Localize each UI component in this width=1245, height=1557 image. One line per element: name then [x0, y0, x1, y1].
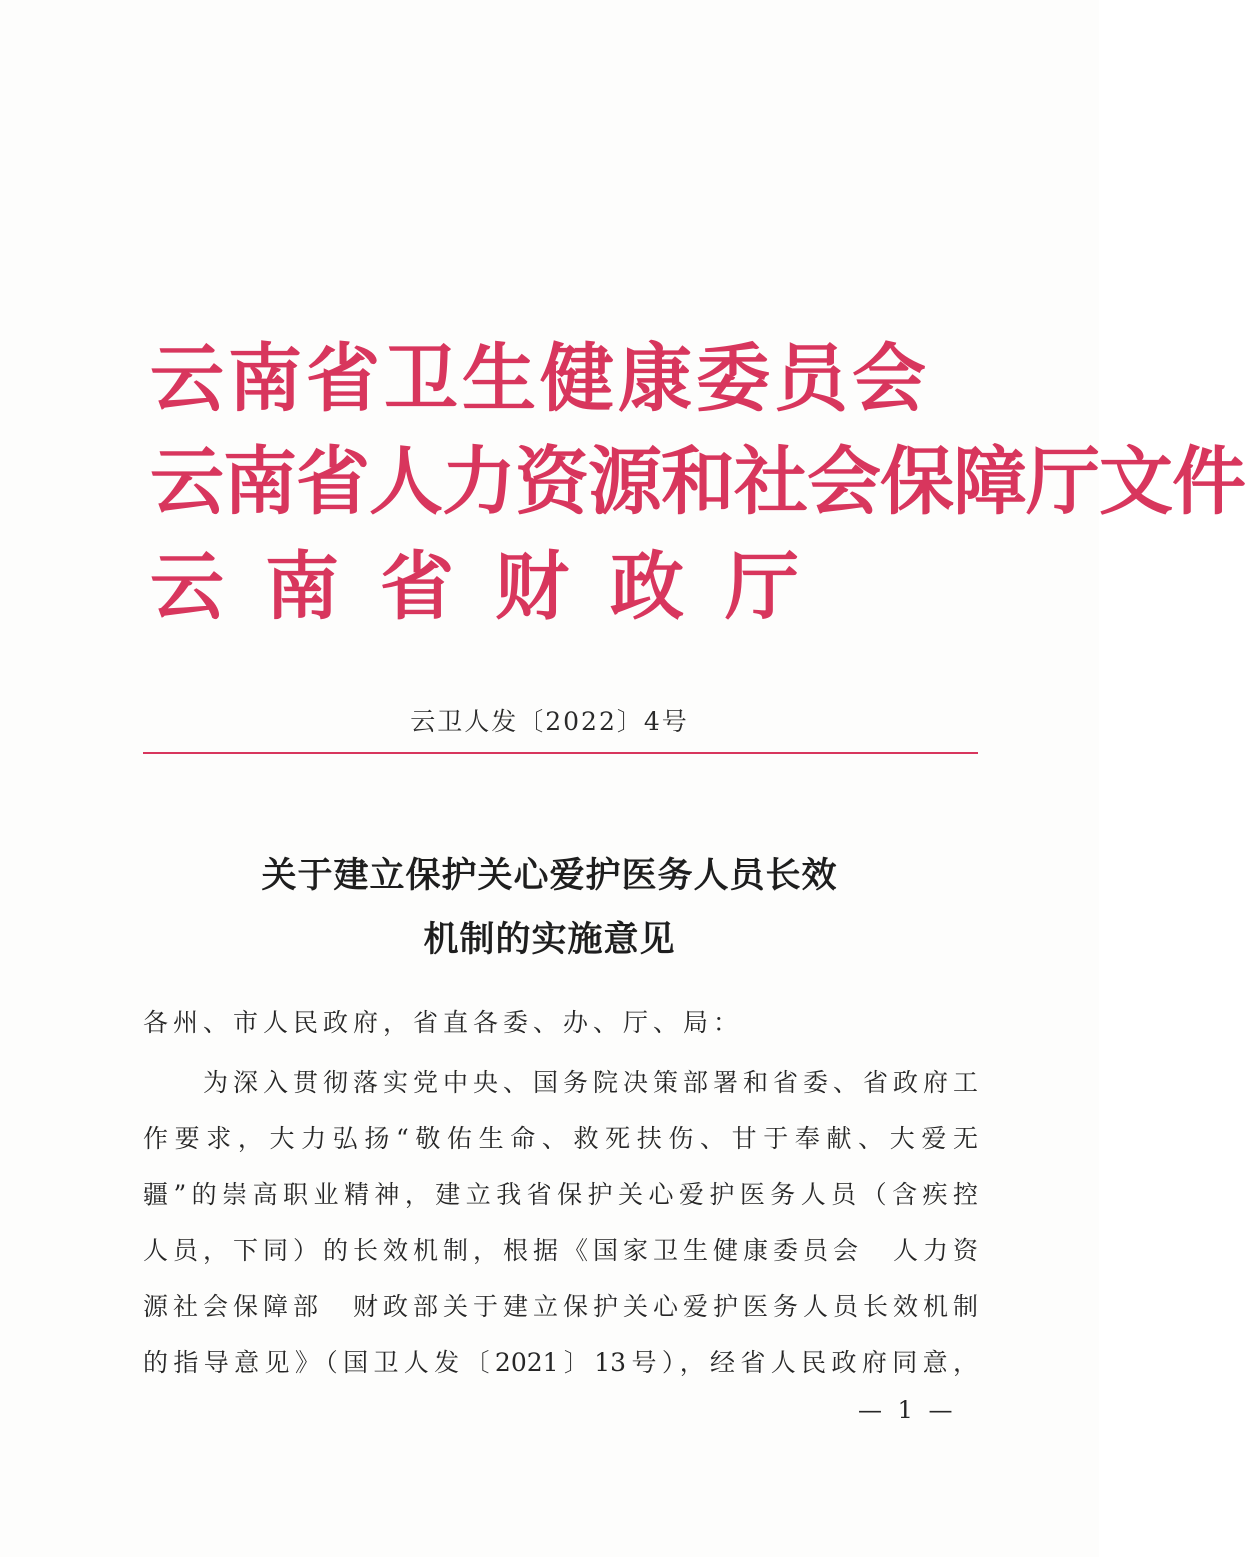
body-paragraph-line: 源社会保障部 财政部关于建立保护关心爱护医务人员长效机制: [143, 1292, 978, 1321]
document-title-line-1: 关于建立保护关心爱护医务人员长效: [261, 855, 838, 896]
issuer-finance-department: 云南省财政厅: [150, 544, 840, 630]
issuer-health-commission: 云南省卫生健康委员会: [150, 336, 930, 422]
body-paragraph-line: 的指导意见》（国卫人发〔2021〕13号），经省人民政府同意，: [143, 1348, 978, 1377]
page-number: — 1 —: [858, 1396, 957, 1424]
body-paragraph-line: 疆”的崇高职业精神，建立我省保护关心爱护医务人员（含疾控: [143, 1180, 978, 1209]
body-paragraph-line: 为深入贯彻落实党中央、国务院决策部署和省委、省政府工: [203, 1068, 978, 1097]
issuer-hrss-department-file: 云南省人力资源和社会保障厅文件: [150, 439, 1245, 525]
body-paragraph-line: 作要求，大力弘扬“敬佑生命、救死扶伤、甘于奉献、大爱无: [143, 1124, 978, 1153]
document-number: 云卫人发〔2022〕4号: [410, 707, 689, 736]
salutation: 各州、市人民政府，省直各委、办、厅、局：: [143, 1008, 744, 1037]
red-separator-rule: [143, 752, 978, 754]
body-paragraph-line: 人员，下同）的长效机制，根据《国家卫生健康委员会 人力资: [143, 1236, 978, 1265]
document-title-line-2: 机制的实施意见: [423, 919, 676, 960]
